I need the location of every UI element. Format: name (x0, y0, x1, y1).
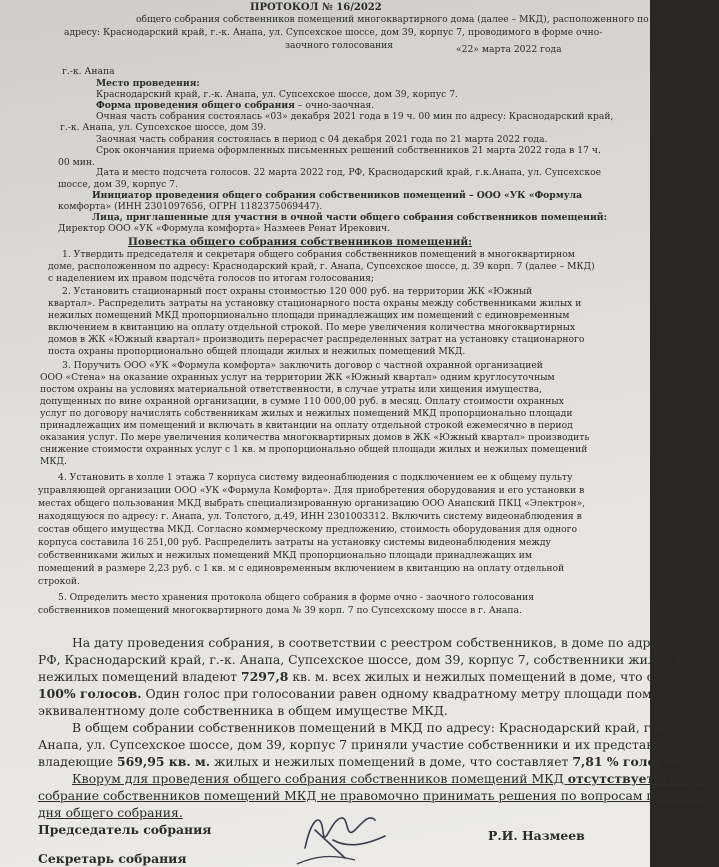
agenda-item-4: 4. Установить в холле 1 этажа 7 корпуса систему видеонаблюдения с подключением ее к общему пульту (58, 472, 573, 483)
meta-line: шоссе, дом 39, корпус 7. (58, 179, 178, 190)
participating-area: 569,95 кв. м. (117, 754, 211, 769)
form-line (96, 100, 374, 111)
quorum-line: В общем собрании собственников помещений в МКД по адресу: Краснодарский край, г.-к. (72, 720, 671, 735)
agenda-item-2: домов в ЖК «Южный квартал» производить перерасчет распределенных затрат на установку стационарного (48, 334, 585, 345)
chair-name: Р.И. Назмеев (488, 828, 585, 843)
agenda-item-1: с наделением их правом подсчёта голосов по итогам голосования; (48, 273, 375, 284)
agenda-item-3: ООО «Стена» на оказание охранных услуг на территории ЖК «Южный квартал» одним круглосуточным (40, 372, 555, 383)
quorum-line (38, 754, 685, 769)
quorum-text: Общее (658, 771, 707, 786)
agenda-item-2: поста охраны пропорционально общей площади жилых и нежилых помещений МКД. (48, 346, 466, 357)
secretary-label: Секретарь собрания (38, 851, 187, 866)
invited-line: Директор ООО «УК «Формула комфорта» Назмеев Ренат Ирекович. (58, 223, 391, 234)
agenda-item-4: состав общего имущества МКД. Согласно коммерческому предложению, стоимость оборудования для одного (38, 524, 577, 535)
agenda-item-2: включением в квитанцию на оплату отдельной строкой. По мере увеличения количества многоквартирных (48, 322, 576, 333)
place-value: Краснодарский край, г.-к. Анапа, ул. Супсехское шоссе, дом 39, корпус 7. (96, 89, 458, 100)
agenda-item-4: местах общего пользования МКД выбрать специализированную организацию ООО Анапский ПКЦ «Электрон», (38, 498, 586, 509)
meta-line: Дата и место подсчета голосов. 22 марта 2022 год, РФ, Краснодарский край, г.к.Анапа, ул. Супсехское (96, 167, 602, 178)
initiator-line: комфорта» (ИНН 2301097656, ОГРН 1182375069447). (58, 201, 323, 212)
meta-line: 00 мин. (58, 157, 95, 168)
chair-signature (285, 800, 395, 867)
agenda-item-5: собственников помещений многоквартирного дома № 39 корп. 7 по Супсехскому шоссе в г. Анапа. (38, 605, 522, 616)
agenda-item-3: услуг по договору начислять собственникам жилых и нежилых помещений МКД пропорционально площади (40, 408, 573, 419)
quorum-line (38, 686, 706, 701)
form-value: – очно-заочная. (294, 100, 375, 111)
quorum-text: Один голос при голосовании равен одному квадратному метру площади помещения, (141, 686, 707, 701)
intro-line: заочного голосования (285, 40, 394, 51)
total-votes: 100% голосов. (38, 686, 142, 701)
agenda-item-3: оказания услуг. По мере увеличения количества многоквартирных домов в ЖК «Южный квартал» производить (40, 432, 590, 443)
agenda-item-3: 3. Поручить ООО «УК «Формула комфорта» заключить договор с частной охранной организацией (62, 360, 543, 371)
agenda-item-3: постом охраны на условиях материальной ответственности, в случае утраты или хищения имущества, (40, 384, 543, 395)
form-label: Форма проведения общего собрания (96, 100, 295, 111)
initiator-line: Инициатор проведения общего собрания собственников помещений – ООО «УК «Формула (92, 190, 583, 201)
quorum-conclusion: собрание собственников помещений МКД не правомочно принимать решения по вопросам повестки (38, 788, 707, 803)
quorum-conclusion (72, 771, 706, 786)
agenda-item-1: 1. Утвердить председателя и секретаря общего собрания собственников помещений в многоквартирном (62, 249, 575, 260)
agenda-item-4: помещений в размере 2,23 руб. с 1 кв. м с единовременным включением в квитанцию на оплату отдельной (38, 563, 565, 574)
quorum-text: нежилых помещений владеют (38, 669, 241, 684)
quorum-text: Кворум для проведения общего собрания собственников помещений МКД (72, 771, 568, 786)
intro-line: общего собрания собственников помещений многоквартирного дома (далее – МКД), расположенного по (136, 14, 649, 25)
meta-line: г.-к. Анапа, ул. Супсехское шоссе, дом 39. (60, 122, 267, 133)
agenda-item-3: снижение стоимости охранных услуг с 1 кв. м пропорционально общей площади жилых и нежилых помещений (40, 444, 588, 455)
quorum-line: Анапа, ул. Супсехское шоссе, дом 39, корпус 7 приняли участие собственники и их представители, (38, 737, 696, 752)
quorum-text: жилых и нежилых помещений в доме, что составляет (210, 754, 573, 769)
quorum-status: отсутствует. (567, 771, 659, 786)
invited-line: Лица, приглашенные для участия в очной части общего собрания собственников помещений: (92, 212, 607, 223)
meta-line: Заочная часть собрания состоялась в период с 04 декабря 2021 года по 21 марта 2022 года. (96, 134, 548, 145)
quorum-line: эквивалентному доле собственника в общем имуществе МКД. (38, 703, 448, 718)
total-area: 7297,8 (240, 669, 289, 684)
participating-percent: 7,81 % голосов. (572, 754, 685, 769)
agenda-item-4: строкой. (38, 576, 80, 587)
quorum-line: На дату проведения собрания, в соответствии с реестром собственников, в доме по адресу: (72, 635, 677, 650)
agenda-item-2: 2. Установить стационарный пост охраны стоимостью 120 000 руб. на территории ЖК «Южный (62, 286, 533, 297)
place-label: Место проведения: (96, 78, 200, 89)
agenda-item-4: управляющей организации ООО «УК «Формула Комфорта». Для приобретения оборудования и его установки в (38, 485, 585, 496)
agenda-item-2: нежилых помещений МКД пропорционально площади принадлежащих им помещений с единовременным (48, 310, 570, 321)
agenda-item-4: корпуса составила 16 251,00 руб. Распределить затраты на установку системы видеонаблюдения между (38, 537, 551, 548)
agenda-item-5: 5. Определить место хранения протокола общего собрания в форме очно - заочного голосования (58, 592, 535, 603)
chair-label: Председатель собрания (38, 822, 212, 837)
agenda-item-3: допущенных по вине охранной организации, в сумме 110 000,00 руб. в месяц. Оплату стоимости охранных (40, 396, 564, 407)
quorum-conclusion: дня общего собрания. (38, 805, 183, 820)
quorum-line: РФ, Краснодарский край, г.-к. Анапа, Супсехское шоссе, дом 39, корпус 7, собственники жилых и (38, 652, 685, 667)
agenda-item-1: доме, расположенном по адресу: Краснодарский край, г. Анапа, Супсехское шоссе, д. 39 корп. 7 (далее – МКД) (48, 261, 595, 272)
meta-line: Очная часть собрания состоялась «03» декабря 2021 года в 19 ч. 00 мин по адресу: Краснодарский край, (96, 111, 614, 122)
agenda-heading: Повестка общего собрания собственников помещений: (128, 236, 473, 248)
agenda-item-4: собственниками жилых и нежилых помещений МКД пропорционально площади принадлежащих им (38, 550, 532, 561)
agenda-item-2: квартал». Распределить затраты на установку стационарного поста охраны между собственниками жилых и (48, 298, 582, 309)
quorum-line (38, 669, 719, 684)
meta-line: Срок окончания приема оформленных письменных решений собственников 21 марта 2022 года в 17 ч. (96, 145, 601, 156)
intro-line: адресу: Краснодарский край, г.-к. Анапа, ул. Супсехское шоссе, дом 39, корпус 7, проводимого в форме очно- (64, 27, 603, 38)
agenda-item-3: принадлежащих им помещений и включать в квитанции на оплату отдельной строкой ежемесячно в период (40, 420, 573, 431)
protocol-title: ПРОТОКОЛ № 16/2022 (250, 2, 382, 13)
agenda-item-3: МКД. (40, 456, 67, 467)
quorum-text: владеющие (38, 754, 118, 769)
quorum-text: кв. м. всех жилых и нежилых помещений в доме, что составляет (288, 669, 719, 684)
agenda-item-4: находящуюся по адресу: г. Анапа, ул. Толстого, д.49, ИНН 2301003312. Включить систему видеонаблюдения в (38, 511, 582, 522)
protocol-city: г.-к. Анапа (62, 66, 115, 77)
protocol-date: «22» марта 2022 года (456, 44, 562, 55)
